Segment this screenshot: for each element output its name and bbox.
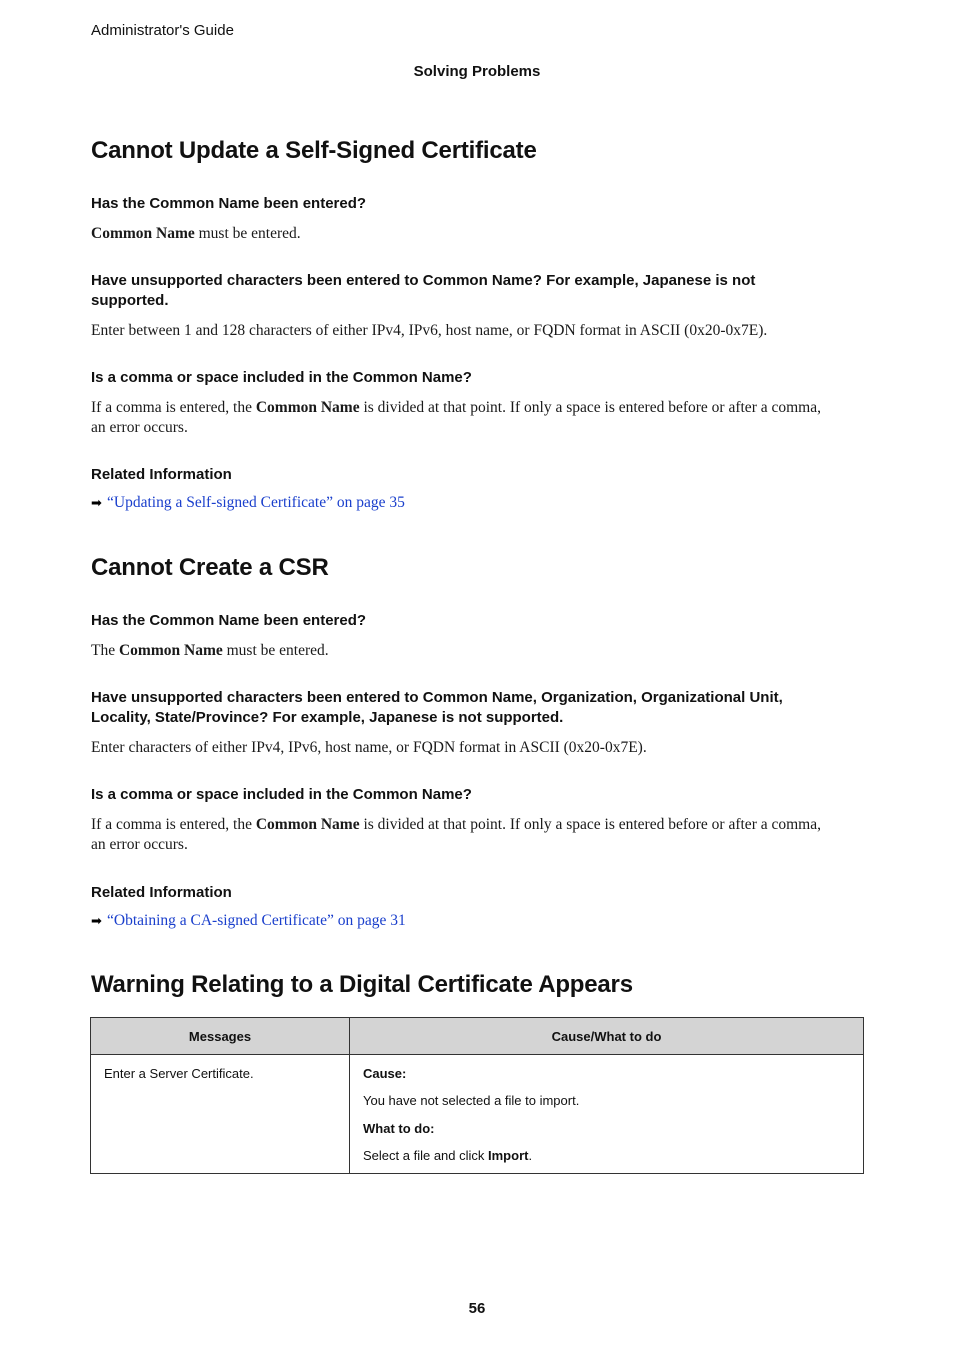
chapter-title: Solving Problems	[413, 63, 541, 80]
answer-text	[91, 815, 831, 855]
message-cell	[91, 1055, 350, 1174]
todo-text	[363, 1147, 850, 1165]
term-common-name: Common Name	[255, 816, 360, 833]
cause-text: You have not selected a file to import.	[363, 1093, 580, 1108]
term-common-name: Common Name	[255, 399, 360, 416]
column-header-messages: Messages	[91, 1018, 350, 1055]
messages-table	[90, 1017, 864, 1174]
question-heading: Is a comma or space included in the Common Name?	[91, 369, 472, 386]
todo-text-post: .	[528, 1148, 533, 1163]
answer-text-pre: If a comma is entered, the	[91, 399, 256, 416]
related-link-row	[91, 493, 405, 514]
arrow-right-icon: ➡	[91, 496, 102, 511]
answer-text-rest: must be entered.	[194, 225, 301, 242]
answer-text-rest: must be entered.	[222, 642, 329, 659]
answer-text: Enter characters of either IPv4, IPv6, host name, or FQDN format in ASCII (0x20-0x7E).	[91, 739, 647, 756]
related-link-row	[91, 911, 406, 932]
answer-text	[91, 398, 831, 438]
related-link[interactable]: “Updating a Self-signed Certificate” on page 35	[107, 494, 405, 511]
table-row	[91, 1055, 864, 1174]
todo-label: What to do:	[363, 1121, 435, 1136]
todo-text-pre: Select a file and click	[363, 1148, 489, 1163]
answer-text	[91, 641, 831, 661]
cause-cell	[350, 1055, 864, 1174]
page-number: 56	[468, 1300, 486, 1317]
section-title-create-csr: Cannot Create a CSR	[91, 554, 329, 581]
answer-text-pre: If a comma is entered, the	[91, 816, 256, 833]
question-heading: Has the Common Name been entered?	[91, 612, 367, 629]
column-header-cause: Cause/What to do	[350, 1018, 864, 1055]
cause-label: Cause:	[363, 1066, 407, 1081]
term-common-name: Common Name	[91, 225, 195, 242]
related-information-heading: Related Information	[91, 466, 232, 483]
section-title-update-self-signed: Cannot Update a Self-Signed Certificate	[91, 137, 537, 164]
question-heading: Have unsupported characters been entered to Common Name, Organization, Organizational Unit, Locality, State/Province? For example, Japanese is not supported.	[91, 689, 783, 726]
answer-text-pre: The	[91, 642, 119, 659]
related-link[interactable]: “Obtaining a CA-signed Certificate” on page 31	[107, 912, 406, 929]
question-heading: Has the Common Name been entered?	[91, 195, 367, 212]
arrow-right-icon: ➡	[91, 914, 102, 929]
related-information-heading: Related Information	[91, 884, 232, 901]
question-heading: Have unsupported characters been entered to Common Name? For example, Japanese is not supported.	[91, 272, 756, 309]
table-header-row	[91, 1018, 864, 1055]
answer-text: Enter between 1 and 128 characters of either IPv4, IPv6, host name, or FQDN format in ASCII (0x20-0x7E).	[91, 322, 768, 339]
message-text: Enter a Server Certificate.	[104, 1066, 254, 1081]
answer-text-post: is divided at that point. If only a space is entered before or after a comma, an error occurs.	[91, 816, 821, 853]
term-common-name: Common Name	[118, 642, 223, 659]
running-title: Administrator's Guide	[91, 22, 234, 39]
section-title-warning-digital-certificate: Warning Relating to a Digital Certificate Appears	[91, 971, 633, 998]
answer-text-post: is divided at that point. If only a space is entered before or after a comma, an error occurs.	[91, 399, 821, 436]
term-import: Import	[488, 1148, 529, 1163]
answer-text	[91, 224, 831, 244]
question-heading: Is a comma or space included in the Common Name?	[91, 786, 472, 803]
